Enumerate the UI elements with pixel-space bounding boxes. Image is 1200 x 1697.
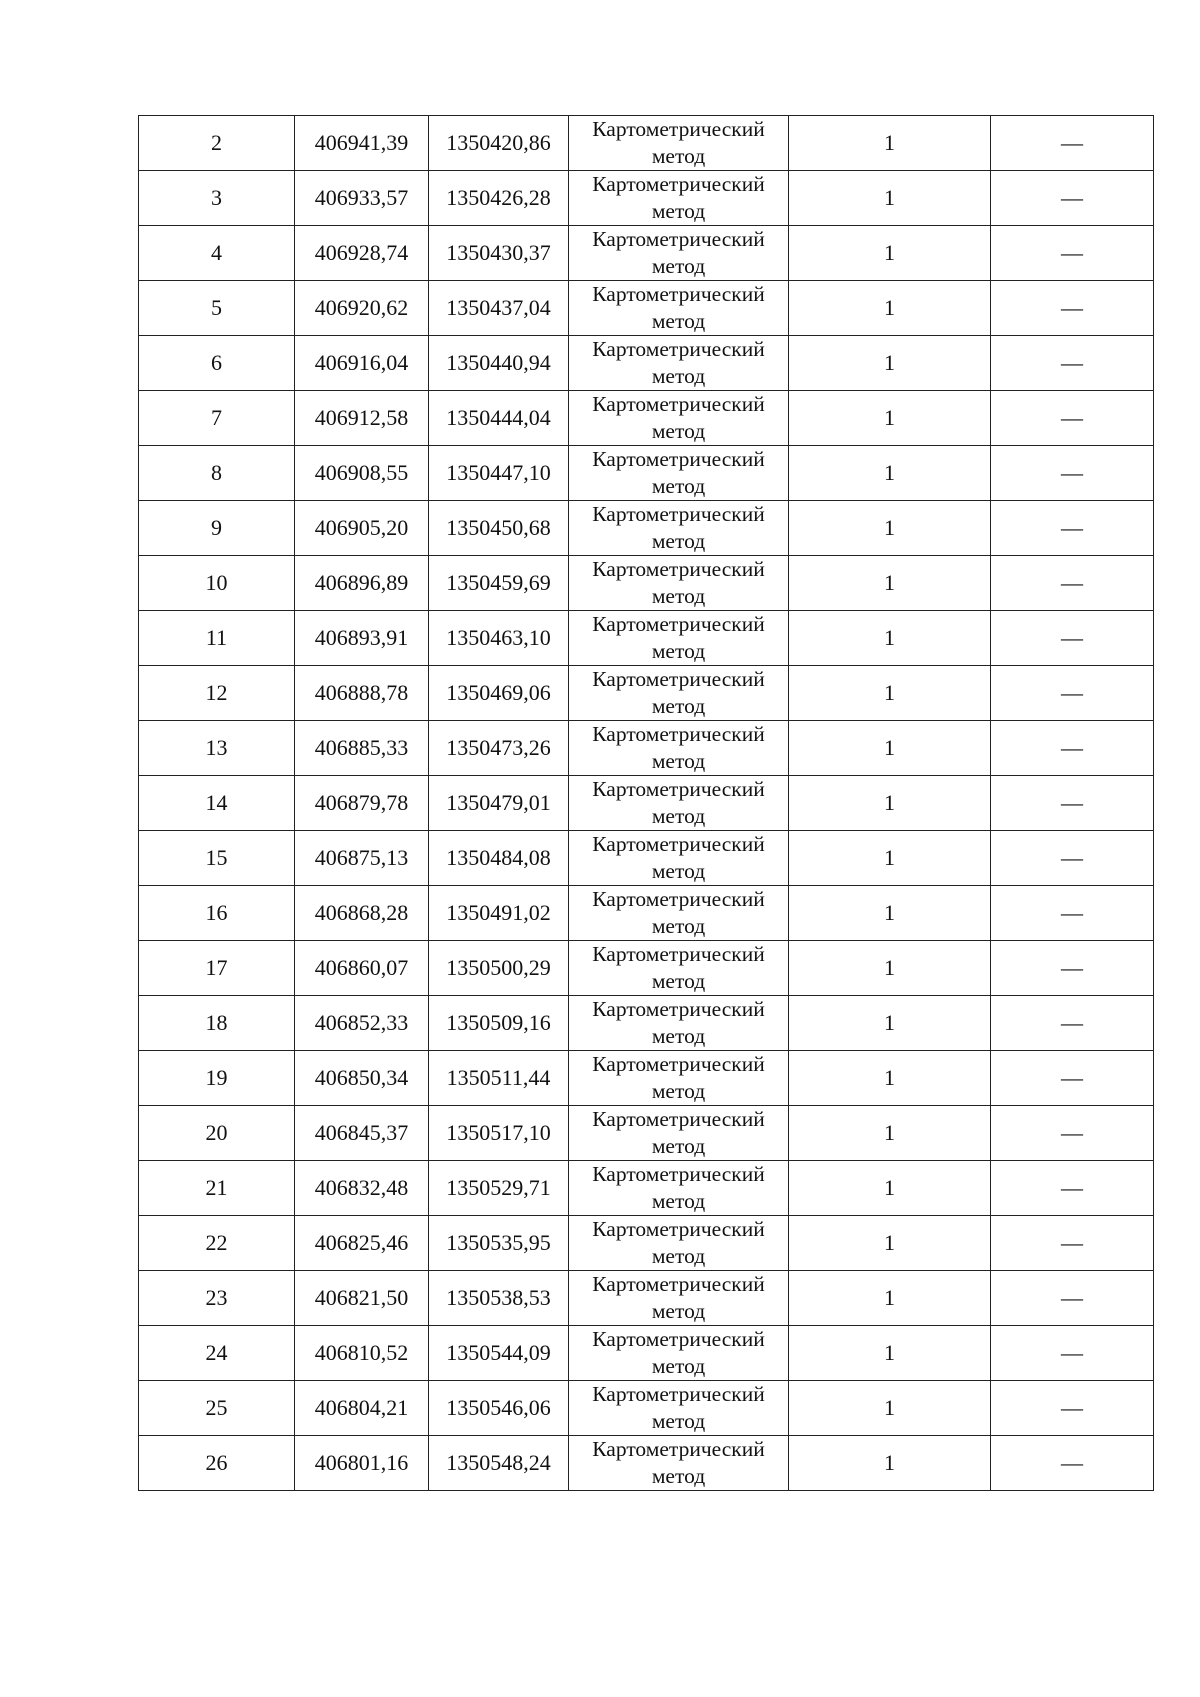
method-line-2: метод xyxy=(651,639,706,663)
x-coordinate-cell: 406908,55 xyxy=(295,446,429,501)
point-number-cell: 11 xyxy=(139,611,295,666)
table-row xyxy=(139,831,1154,886)
accuracy-cell: 1 xyxy=(789,996,991,1051)
y-coordinate-cell: 1350459,69 xyxy=(429,556,569,611)
method-line-1: Картометрический xyxy=(592,1437,765,1461)
method-line-1: Картометрический xyxy=(592,1107,765,1131)
note-cell xyxy=(991,611,1154,666)
method-cell xyxy=(569,501,789,556)
accuracy-cell: 1 xyxy=(789,391,991,446)
point-number-cell: 16 xyxy=(139,886,295,941)
method-line-2: метод xyxy=(651,1409,706,1433)
method-line-2: метод xyxy=(651,1464,706,1488)
accuracy-cell: 1 xyxy=(789,501,991,556)
note-cell xyxy=(991,1051,1154,1106)
note-cell xyxy=(991,666,1154,721)
note-cell xyxy=(991,336,1154,391)
dash-mark: — xyxy=(1061,1175,1083,1200)
note-cell xyxy=(991,1106,1154,1161)
accuracy-cell: 1 xyxy=(789,336,991,391)
method-cell xyxy=(569,226,789,281)
note-cell xyxy=(991,996,1154,1051)
y-coordinate-cell: 1350548,24 xyxy=(429,1436,569,1491)
y-coordinate-cell: 1350437,04 xyxy=(429,281,569,336)
table-row xyxy=(139,1216,1154,1271)
table-row xyxy=(139,116,1154,171)
note-cell xyxy=(991,1271,1154,1326)
accuracy-cell: 1 xyxy=(789,831,991,886)
method-cell xyxy=(569,1326,789,1381)
dash-mark: — xyxy=(1061,1285,1083,1310)
method-cell xyxy=(569,336,789,391)
y-coordinate-cell: 1350484,08 xyxy=(429,831,569,886)
method-line-1: Картометрический xyxy=(592,1162,765,1186)
point-number-cell: 18 xyxy=(139,996,295,1051)
x-coordinate-cell: 406896,89 xyxy=(295,556,429,611)
y-coordinate-cell: 1350430,37 xyxy=(429,226,569,281)
x-coordinate-cell: 406860,07 xyxy=(295,941,429,996)
method-cell xyxy=(569,1216,789,1271)
x-coordinate-cell: 406810,52 xyxy=(295,1326,429,1381)
dash-mark: — xyxy=(1061,790,1083,815)
table-row xyxy=(139,281,1154,336)
method-cell xyxy=(569,556,789,611)
point-number-cell: 7 xyxy=(139,391,295,446)
dash-mark: — xyxy=(1061,735,1083,760)
point-number-cell: 5 xyxy=(139,281,295,336)
method-cell xyxy=(569,1381,789,1436)
x-coordinate-cell: 406875,13 xyxy=(295,831,429,886)
method-line-1: Картометрический xyxy=(592,997,765,1021)
method-line-1: Картометрический xyxy=(592,1217,765,1241)
x-coordinate-cell: 406912,58 xyxy=(295,391,429,446)
method-cell xyxy=(569,941,789,996)
method-line-2: метод xyxy=(651,529,706,553)
table-row xyxy=(139,171,1154,226)
note-cell xyxy=(991,556,1154,611)
method-line-2: метод xyxy=(651,969,706,993)
dash-mark: — xyxy=(1061,460,1083,485)
accuracy-cell: 1 xyxy=(789,776,991,831)
method-line-1: Картометрический xyxy=(592,612,765,636)
y-coordinate-cell: 1350538,53 xyxy=(429,1271,569,1326)
y-coordinate-cell: 1350473,26 xyxy=(429,721,569,776)
point-number-cell: 15 xyxy=(139,831,295,886)
dash-mark: — xyxy=(1061,955,1083,980)
method-line-2: метод xyxy=(651,859,706,883)
dash-mark: — xyxy=(1061,845,1083,870)
accuracy-cell: 1 xyxy=(789,1216,991,1271)
accuracy-cell: 1 xyxy=(789,1051,991,1106)
method-line-2: метод xyxy=(651,309,706,333)
y-coordinate-cell: 1350511,44 xyxy=(429,1051,569,1106)
point-number-cell: 23 xyxy=(139,1271,295,1326)
y-coordinate-cell: 1350440,94 xyxy=(429,336,569,391)
table-row xyxy=(139,1326,1154,1381)
point-number-cell: 4 xyxy=(139,226,295,281)
x-coordinate-cell: 406905,20 xyxy=(295,501,429,556)
method-line-2: метод xyxy=(651,144,706,168)
y-coordinate-cell: 1350420,86 xyxy=(429,116,569,171)
y-coordinate-cell: 1350546,06 xyxy=(429,1381,569,1436)
method-line-1: Картометрический xyxy=(592,722,765,746)
accuracy-cell: 1 xyxy=(789,611,991,666)
method-line-2: метод xyxy=(651,1299,706,1323)
note-cell xyxy=(991,886,1154,941)
method-cell xyxy=(569,1161,789,1216)
x-coordinate-cell: 406916,04 xyxy=(295,336,429,391)
method-line-1: Картометрический xyxy=(592,667,765,691)
point-number-cell: 26 xyxy=(139,1436,295,1491)
dash-mark: — xyxy=(1061,185,1083,210)
table-body xyxy=(139,116,1154,1491)
method-line-1: Картометрический xyxy=(592,282,765,306)
method-line-1: Картометрический xyxy=(592,1327,765,1351)
point-number-cell: 19 xyxy=(139,1051,295,1106)
accuracy-cell: 1 xyxy=(789,886,991,941)
dash-mark: — xyxy=(1061,1065,1083,1090)
accuracy-cell: 1 xyxy=(789,1106,991,1161)
x-coordinate-cell: 406825,46 xyxy=(295,1216,429,1271)
y-coordinate-cell: 1350479,01 xyxy=(429,776,569,831)
x-coordinate-cell: 406832,48 xyxy=(295,1161,429,1216)
accuracy-cell: 1 xyxy=(789,1326,991,1381)
method-line-2: метод xyxy=(651,419,706,443)
point-number-cell: 17 xyxy=(139,941,295,996)
dash-mark: — xyxy=(1061,240,1083,265)
accuracy-cell: 1 xyxy=(789,226,991,281)
method-cell xyxy=(569,666,789,721)
table-row xyxy=(139,1381,1154,1436)
note-cell xyxy=(991,941,1154,996)
point-number-cell: 14 xyxy=(139,776,295,831)
table-row xyxy=(139,996,1154,1051)
method-line-2: метод xyxy=(651,1079,706,1103)
table-row xyxy=(139,666,1154,721)
y-coordinate-cell: 1350463,10 xyxy=(429,611,569,666)
y-coordinate-cell: 1350447,10 xyxy=(429,446,569,501)
table-row xyxy=(139,1436,1154,1491)
y-coordinate-cell: 1350529,71 xyxy=(429,1161,569,1216)
y-coordinate-cell: 1350535,95 xyxy=(429,1216,569,1271)
dash-mark: — xyxy=(1061,570,1083,595)
y-coordinate-cell: 1350500,29 xyxy=(429,941,569,996)
x-coordinate-cell: 406928,74 xyxy=(295,226,429,281)
y-coordinate-cell: 1350517,10 xyxy=(429,1106,569,1161)
method-line-1: Картометрический xyxy=(592,1382,765,1406)
accuracy-cell: 1 xyxy=(789,721,991,776)
point-number-cell: 13 xyxy=(139,721,295,776)
accuracy-cell: 1 xyxy=(789,171,991,226)
accuracy-cell: 1 xyxy=(789,446,991,501)
method-line-1: Картометрический xyxy=(592,557,765,581)
method-line-2: метод xyxy=(651,694,706,718)
method-cell xyxy=(569,1106,789,1161)
method-line-2: метод xyxy=(651,364,706,388)
method-line-2: метод xyxy=(651,199,706,223)
note-cell xyxy=(991,1381,1154,1436)
method-cell xyxy=(569,831,789,886)
x-coordinate-cell: 406868,28 xyxy=(295,886,429,941)
dash-mark: — xyxy=(1061,1395,1083,1420)
method-line-1: Картометрический xyxy=(592,1052,765,1076)
dash-mark: — xyxy=(1061,1010,1083,1035)
y-coordinate-cell: 1350450,68 xyxy=(429,501,569,556)
table-row xyxy=(139,611,1154,666)
note-cell xyxy=(991,776,1154,831)
note-cell xyxy=(991,226,1154,281)
table-row xyxy=(139,556,1154,611)
dash-mark: — xyxy=(1061,900,1083,925)
accuracy-cell: 1 xyxy=(789,1436,991,1491)
x-coordinate-cell: 406801,16 xyxy=(295,1436,429,1491)
note-cell xyxy=(991,1161,1154,1216)
method-cell xyxy=(569,1436,789,1491)
y-coordinate-cell: 1350426,28 xyxy=(429,171,569,226)
y-coordinate-cell: 1350544,09 xyxy=(429,1326,569,1381)
y-coordinate-cell: 1350444,04 xyxy=(429,391,569,446)
x-coordinate-cell: 406885,33 xyxy=(295,721,429,776)
method-line-1: Картометрический xyxy=(592,887,765,911)
note-cell xyxy=(991,1326,1154,1381)
method-cell xyxy=(569,996,789,1051)
x-coordinate-cell: 406804,21 xyxy=(295,1381,429,1436)
table-row xyxy=(139,226,1154,281)
coordinates-table xyxy=(138,115,1154,1491)
method-line-2: метод xyxy=(651,584,706,608)
note-cell xyxy=(991,281,1154,336)
table-row xyxy=(139,721,1154,776)
method-line-1: Картометрический xyxy=(592,447,765,471)
method-cell xyxy=(569,116,789,171)
accuracy-cell: 1 xyxy=(789,281,991,336)
method-line-2: метод xyxy=(651,1024,706,1048)
method-line-2: метод xyxy=(651,1134,706,1158)
method-line-2: метод xyxy=(651,474,706,498)
y-coordinate-cell: 1350491,02 xyxy=(429,886,569,941)
note-cell xyxy=(991,171,1154,226)
method-line-2: метод xyxy=(651,1189,706,1213)
note-cell xyxy=(991,116,1154,171)
point-number-cell: 10 xyxy=(139,556,295,611)
method-cell xyxy=(569,1051,789,1106)
dash-mark: — xyxy=(1061,1230,1083,1255)
accuracy-cell: 1 xyxy=(789,116,991,171)
point-number-cell: 9 xyxy=(139,501,295,556)
method-line-2: метод xyxy=(651,1354,706,1378)
table-row xyxy=(139,446,1154,501)
dash-mark: — xyxy=(1061,680,1083,705)
table-row xyxy=(139,1271,1154,1326)
accuracy-cell: 1 xyxy=(789,666,991,721)
x-coordinate-cell: 406850,34 xyxy=(295,1051,429,1106)
note-cell xyxy=(991,721,1154,776)
method-cell xyxy=(569,391,789,446)
x-coordinate-cell: 406888,78 xyxy=(295,666,429,721)
x-coordinate-cell: 406941,39 xyxy=(295,116,429,171)
method-line-1: Картометрический xyxy=(592,832,765,856)
dash-mark: — xyxy=(1061,625,1083,650)
table-row xyxy=(139,941,1154,996)
point-number-cell: 20 xyxy=(139,1106,295,1161)
dash-mark: — xyxy=(1061,130,1083,155)
note-cell xyxy=(991,1216,1154,1271)
point-number-cell: 25 xyxy=(139,1381,295,1436)
table-row xyxy=(139,501,1154,556)
point-number-cell: 3 xyxy=(139,171,295,226)
method-cell xyxy=(569,776,789,831)
dash-mark: — xyxy=(1061,350,1083,375)
method-cell xyxy=(569,171,789,226)
x-coordinate-cell: 406821,50 xyxy=(295,1271,429,1326)
table-row xyxy=(139,1106,1154,1161)
table-row xyxy=(139,336,1154,391)
note-cell xyxy=(991,391,1154,446)
table-row xyxy=(139,886,1154,941)
table-row xyxy=(139,391,1154,446)
method-cell xyxy=(569,1271,789,1326)
dash-mark: — xyxy=(1061,1120,1083,1145)
table-row xyxy=(139,1161,1154,1216)
point-number-cell: 12 xyxy=(139,666,295,721)
dash-mark: — xyxy=(1061,1450,1083,1475)
point-number-cell: 21 xyxy=(139,1161,295,1216)
method-line-2: метод xyxy=(651,804,706,828)
method-cell xyxy=(569,886,789,941)
x-coordinate-cell: 406879,78 xyxy=(295,776,429,831)
method-line-1: Картометрический xyxy=(592,392,765,416)
x-coordinate-cell: 406852,33 xyxy=(295,996,429,1051)
table-row xyxy=(139,1051,1154,1106)
point-number-cell: 6 xyxy=(139,336,295,391)
note-cell xyxy=(991,831,1154,886)
point-number-cell: 22 xyxy=(139,1216,295,1271)
method-line-2: метод xyxy=(651,254,706,278)
method-line-1: Картометрический xyxy=(592,172,765,196)
method-cell xyxy=(569,721,789,776)
method-line-1: Картометрический xyxy=(592,777,765,801)
note-cell xyxy=(991,446,1154,501)
method-line-1: Картометрический xyxy=(592,337,765,361)
point-number-cell: 2 xyxy=(139,116,295,171)
accuracy-cell: 1 xyxy=(789,1381,991,1436)
point-number-cell: 8 xyxy=(139,446,295,501)
dash-mark: — xyxy=(1061,295,1083,320)
accuracy-cell: 1 xyxy=(789,1161,991,1216)
x-coordinate-cell: 406893,91 xyxy=(295,611,429,666)
x-coordinate-cell: 406933,57 xyxy=(295,171,429,226)
x-coordinate-cell: 406920,62 xyxy=(295,281,429,336)
method-line-2: метод xyxy=(651,1244,706,1268)
dash-mark: — xyxy=(1061,1340,1083,1365)
dash-mark: — xyxy=(1061,405,1083,430)
method-line-1: Картометрический xyxy=(592,942,765,966)
method-line-1: Картометрический xyxy=(592,502,765,526)
method-line-2: метод xyxy=(651,749,706,773)
note-cell xyxy=(991,1436,1154,1491)
method-cell xyxy=(569,281,789,336)
point-number-cell: 24 xyxy=(139,1326,295,1381)
method-cell xyxy=(569,446,789,501)
accuracy-cell: 1 xyxy=(789,941,991,996)
dash-mark: — xyxy=(1061,515,1083,540)
table-row xyxy=(139,776,1154,831)
method-cell xyxy=(569,611,789,666)
y-coordinate-cell: 1350469,06 xyxy=(429,666,569,721)
method-line-1: Картометрический xyxy=(592,117,765,141)
y-coordinate-cell: 1350509,16 xyxy=(429,996,569,1051)
method-line-1: Картометрический xyxy=(592,1272,765,1296)
method-line-1: Картометрический xyxy=(592,227,765,251)
note-cell xyxy=(991,501,1154,556)
accuracy-cell: 1 xyxy=(789,1271,991,1326)
accuracy-cell: 1 xyxy=(789,556,991,611)
method-line-2: метод xyxy=(651,914,706,938)
x-coordinate-cell: 406845,37 xyxy=(295,1106,429,1161)
